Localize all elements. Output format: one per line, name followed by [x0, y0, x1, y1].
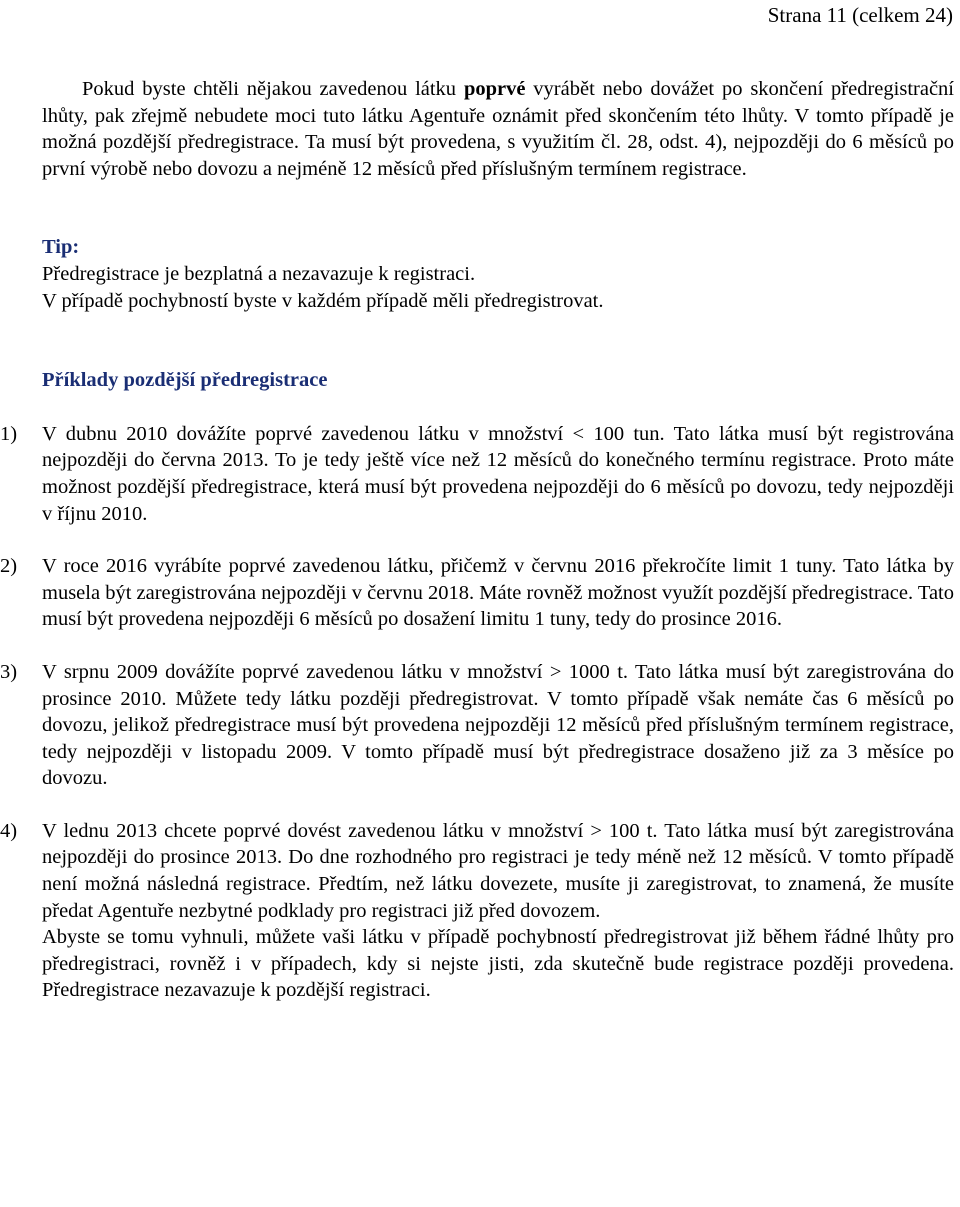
tip-heading: Tip: [42, 236, 80, 259]
example-text: V lednu 2013 chcete poprvé dovést zavedenou látku v množství > 100 t. Tato látka musí být zaregistrována nejpozději do prosince 2013. Do dne rozhodného pro registraci je tedy méně než 12 měsíců. V tomto případě není možná následná registrace. Předtím, než látku dovezete, musíte ji zaregistrovat, to znamená, že musíte předat Agentuře nezbytné podklady pro registraci již před dovozem. [42, 819, 954, 922]
tip-line-1: Předregistrace je bezplatná a nezavazuje k registraci. [42, 262, 476, 285]
examples-heading: Příklady pozdější předregistrace [42, 369, 328, 392]
example-text: V dubnu 2010 dovážíte poprvé zavedenou látku v množství < 100 tun. Tato látka musí být registrována nejpozději do června 2013. To je tedy ještě více než 12 měsíců do konečného termínu registrace. Proto máte možnost pozdější předregistrace, která musí být provedena nejpozději do 6 měsíců po dovozu, tedy nejpozději v říjnu 2010. [42, 422, 954, 525]
example-item-3 [0, 659, 954, 792]
example-number: 4) [0, 819, 18, 842]
intro-text-start: Pokud byste chtěli nějakou zavedenou látku [82, 78, 464, 100]
example-item-4 [0, 818, 954, 1004]
page-number: Strana 11 (celkem 24) [767, 3, 953, 27]
example-item-1 [0, 421, 954, 527]
example-number: 2) [0, 555, 18, 578]
document-body [0, 76, 954, 1030]
tip-box [42, 234, 954, 314]
example-number: 3) [0, 660, 18, 683]
example-item-2 [0, 553, 954, 633]
intro-paragraph [42, 76, 954, 182]
tip-line-2: V případě pochybností byste v každém případě měli předregistrovat. [42, 289, 604, 312]
example-text-continued: Abyste se tomu vyhnuli, můžete vaši látku v případě pochybností předregistrovat již během řádné lhůty pro předregistraci, rovněž i v případech, kdy si nejste jisti, zda skutečně bude registrace později provedena. Předregistrace nezavazuje k pozdější registraci. [42, 926, 954, 1002]
intro-text-end: vyrábět nebo dovážet po skončení předregistrační lhůty, pak zřejmě nebudete moci tuto látku Agentuře oznámit před skončením této lhůty. V tomto případě je možná pozdější předregistrace. Ta musí být provedena, s využitím čl. 28, odst. 4), nejpozději do 6 měsíců po první výrobě nebo dovozu a nejméně 12 měsíců před příslušným termínem registrace. [42, 78, 954, 180]
example-text: V roce 2016 vyrábíte poprvé zavedenou látku, přičemž v červnu 2016 překročíte limit 1 tuny. Tato látka by musela být zaregistrována nejpozději v červnu 2018. Máte rovněž možnost využít pozdější předregistrace. Tato musí být provedena nejpozději 6 měsíců po dosažení limitu 1 tuny, tedy do prosince 2016. [42, 555, 954, 631]
intro-emphasis: poprvé [463, 78, 526, 100]
example-text: V srpnu 2009 dovážíte poprvé zavedenou látku v množství > 1000 t. Tato látka musí být zaregistrována do prosince 2010. Můžete tedy látku později předregistrovat. V tomto případě však nemáte čas 6 měsíců po dovozu, jelikož předregistrace musí být provedena nejpozději 12 měsíců před příslušným termínem registrace, tedy nejpozději v listopadu 2009. V tomto případě musí být předregistrace dosaženo již za 3 měsíce po dovozu. [42, 660, 954, 790]
examples-list [0, 421, 954, 1004]
example-number: 1) [0, 422, 18, 445]
